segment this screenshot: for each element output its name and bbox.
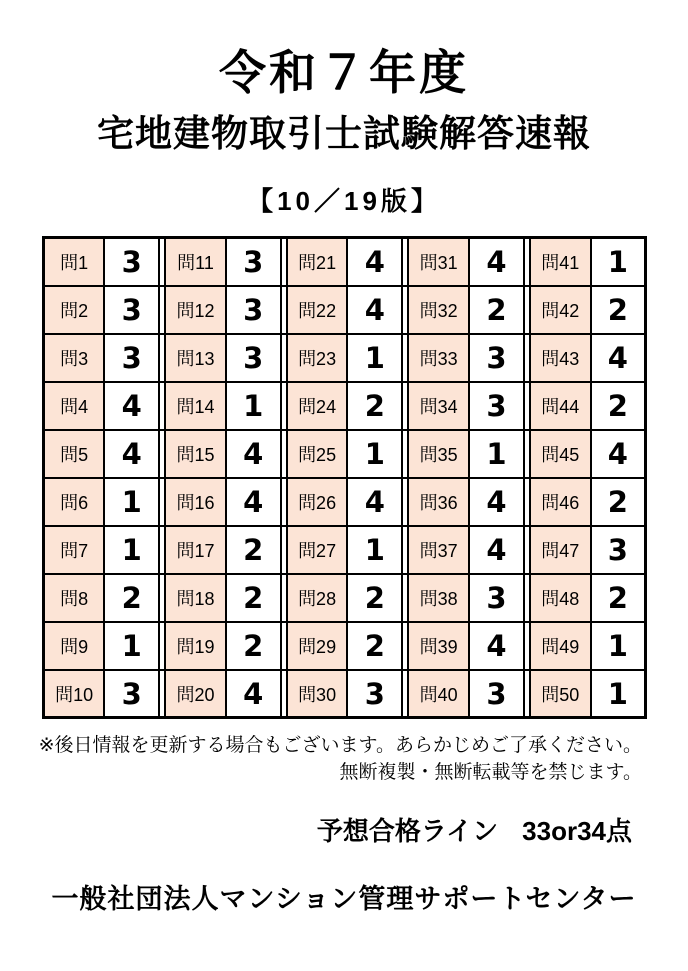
question-label-cell: 問23 [287,334,348,382]
answer-value-cell: 3 [104,670,159,718]
question-label-cell: 問22 [287,286,348,334]
question-label-cell: 問26 [287,478,348,526]
answer-value-cell: 1 [347,430,402,478]
answer-value-cell: 4 [226,670,281,718]
answer-value-cell: 2 [347,622,402,670]
answer-value-cell: 2 [226,574,281,622]
question-label-cell: 問35 [408,430,469,478]
answer-value-cell: 2 [591,286,646,334]
answer-value-cell: 2 [591,574,646,622]
answer-value-cell: 4 [347,238,402,286]
question-label-cell: 問6 [44,478,105,526]
answer-value-cell: 4 [591,430,646,478]
answer-value-cell: 3 [104,334,159,382]
question-label-cell: 問10 [44,670,105,718]
question-label-cell: 問47 [530,526,591,574]
question-label-cell: 問31 [408,238,469,286]
question-label-cell: 問29 [287,622,348,670]
answer-value-cell: 1 [591,622,646,670]
question-label-cell: 問28 [287,574,348,622]
question-label-cell: 問8 [44,574,105,622]
question-label-cell: 問33 [408,334,469,382]
question-label-cell: 問44 [530,382,591,430]
answer-value-cell: 3 [226,286,281,334]
question-label-cell: 問11 [165,238,226,286]
question-label-cell: 問20 [165,670,226,718]
passing-line-value: 33or34点 [522,816,632,847]
answer-value-cell: 2 [226,622,281,670]
disclaimer-note-line2: 無断複製・無断転載等を禁じます。 [339,762,642,784]
question-label-cell: 問37 [408,526,469,574]
answer-value-cell: 1 [104,622,159,670]
question-label-cell: 問45 [530,430,591,478]
answer-value-cell: 3 [469,334,524,382]
answer-value-cell: 3 [347,670,402,718]
question-label-cell: 問25 [287,430,348,478]
answer-value-cell: 2 [591,382,646,430]
answer-value-cell: 3 [104,286,159,334]
answer-value-cell: 2 [469,286,524,334]
answer-value-cell: 3 [104,238,159,286]
answer-value-cell: 4 [104,382,159,430]
question-label-cell: 問36 [408,478,469,526]
answer-table [42,236,647,719]
question-label-cell: 問7 [44,526,105,574]
page-title: 令和７年度 [219,46,469,99]
question-label-cell: 問24 [287,382,348,430]
question-label-cell: 問3 [44,334,105,382]
answer-value-cell: 3 [469,670,524,718]
question-label-cell: 問46 [530,478,591,526]
table-row [44,622,646,670]
table-row [44,430,646,478]
question-label-cell: 問14 [165,382,226,430]
answer-value-cell: 1 [469,430,524,478]
question-label-cell: 問49 [530,622,591,670]
question-label-cell: 問34 [408,382,469,430]
answer-value-cell: 2 [347,574,402,622]
table-row [44,670,646,718]
answer-value-cell: 1 [104,526,159,574]
page-subtitle: 宅地建物取引士試験解答速報 [97,113,591,155]
answer-value-cell: 4 [104,430,159,478]
question-label-cell: 問5 [44,430,105,478]
question-label-cell: 問27 [287,526,348,574]
question-label-cell: 問30 [287,670,348,718]
disclaimer-note-line1: ※後日情報を更新する場合もございます。あらかじめご了承ください。 [38,735,642,757]
answer-value-cell: 1 [347,526,402,574]
table-row [44,478,646,526]
question-label-cell: 問1 [44,238,105,286]
answer-value-cell: 1 [226,382,281,430]
disclaimer-notes [0,732,688,786]
answer-value-cell: 1 [591,238,646,286]
question-label-cell: 問16 [165,478,226,526]
question-label-cell: 問43 [530,334,591,382]
answer-value-cell: 2 [347,382,402,430]
answer-value-cell: 3 [226,238,281,286]
question-label-cell: 問48 [530,574,591,622]
answer-value-cell: 4 [347,478,402,526]
answer-value-cell: 3 [469,382,524,430]
question-label-cell: 問12 [165,286,226,334]
organization-name: 一般社団法人マンション管理サポートセンター [51,884,637,915]
answer-value-cell: 4 [226,478,281,526]
question-label-cell: 問50 [530,670,591,718]
answer-value-cell: 2 [226,526,281,574]
passing-line [0,811,688,848]
table-row [44,526,646,574]
question-label-cell: 問32 [408,286,469,334]
question-label-cell: 問21 [287,238,348,286]
question-label-cell: 問39 [408,622,469,670]
answer-value-cell: 4 [347,286,402,334]
answer-value-cell: 1 [591,670,646,718]
question-label-cell: 問15 [165,430,226,478]
passing-line-label: 予想合格ライン [316,816,499,847]
table-row [44,238,646,286]
version-badge: 【10／19版】 [247,186,441,217]
question-label-cell: 問4 [44,382,105,430]
answer-value-cell: 3 [226,334,281,382]
answer-value-cell: 4 [469,238,524,286]
question-label-cell: 問13 [165,334,226,382]
answer-value-cell: 1 [104,478,159,526]
question-label-cell: 問18 [165,574,226,622]
question-label-cell: 問2 [44,286,105,334]
question-label-cell: 問9 [44,622,105,670]
answer-value-cell: 4 [591,334,646,382]
answer-value-cell: 4 [469,622,524,670]
answer-value-cell: 1 [347,334,402,382]
answer-value-cell: 3 [469,574,524,622]
question-label-cell: 問17 [165,526,226,574]
table-row [44,382,646,430]
question-label-cell: 問42 [530,286,591,334]
answer-value-cell: 3 [591,526,646,574]
question-label-cell: 問40 [408,670,469,718]
answer-value-cell: 4 [469,526,524,574]
answer-value-cell: 4 [226,430,281,478]
question-label-cell: 問38 [408,574,469,622]
answer-value-cell: 2 [104,574,159,622]
table-row [44,574,646,622]
answer-value-cell: 2 [591,478,646,526]
table-row [44,286,646,334]
table-row [44,334,646,382]
question-label-cell: 問41 [530,238,591,286]
question-label-cell: 問19 [165,622,226,670]
answer-value-cell: 4 [469,478,524,526]
